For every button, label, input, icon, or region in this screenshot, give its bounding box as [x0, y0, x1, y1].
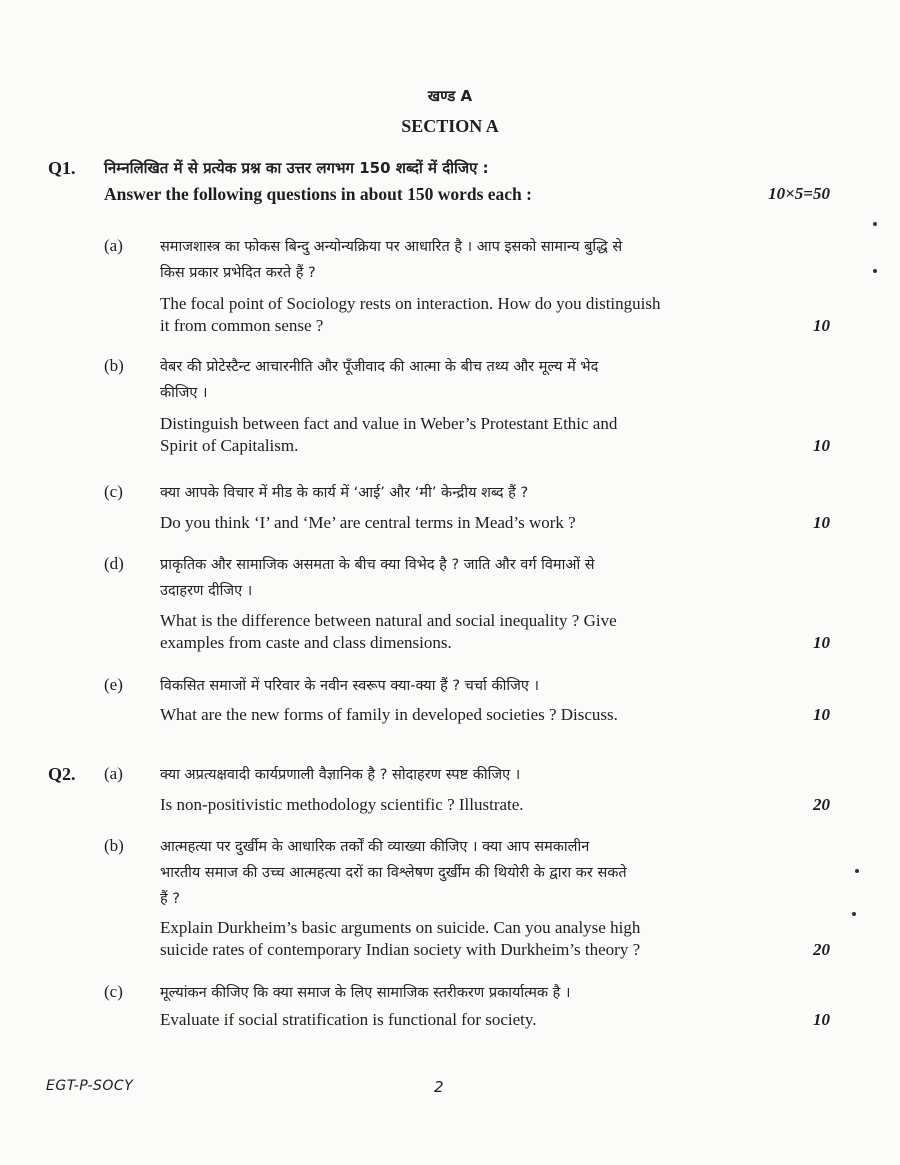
q2b-hindi-line2: भारतीय समाज की उच्च आत्महत्या दरों का विश्लेषण दुर्खीम की थियोरी के द्वारा कर सकते — [160, 865, 627, 881]
q1c-english-line1: Do you think ‘I’ and ‘Me’ are central terms in Mead’s work ? — [160, 513, 576, 532]
q1b-label: (b) — [104, 356, 124, 375]
scan-speck — [855, 869, 859, 873]
q1b-english-line1: Distinguish between fact and value in Weber’s Protestant Ethic and — [160, 414, 618, 433]
q1-total-marks: 10×5=50 — [768, 184, 830, 203]
q1-instruction-hindi: निम्नलिखित में से प्रत्येक प्रश्न का उत्तर लगभग 150 शब्दों में दीजिए : — [104, 159, 489, 177]
q1d-english-line2: examples from caste and class dimensions. — [160, 633, 452, 652]
q2b-english-line2: suicide rates of contemporary Indian society with Durkheim’s theory ? — [160, 940, 641, 959]
section-title-english: SECTION A — [401, 116, 499, 136]
q1d-english-line1: What is the difference between natural and social inequality ? Give — [160, 611, 617, 630]
q1e-marks: 10 — [813, 705, 830, 724]
question-number-q2: Q2. — [48, 764, 76, 784]
q1a-marks: 10 — [813, 316, 830, 335]
q1b-hindi-line1: वेबर की प्रोटेस्टैन्ट आचारनीति और पूँजीवाद की आत्मा के बीच तथ्य और मूल्य में भेद — [160, 359, 599, 375]
q2b-hindi-line1: आत्महत्या पर दुर्खीम के आधारिक तर्कों की व्याख्या कीजिए । क्या आप समकालीन — [160, 839, 590, 855]
q1a-english-line2: it from common sense ? — [160, 316, 324, 335]
q1a-hindi-line2: किस प्रकार प्रभेदित करते हैं ? — [160, 265, 316, 281]
q2a-label: (a) — [104, 764, 123, 783]
q2a-english-line1: Is non-positivistic methodology scientific ? Illustrate. — [160, 795, 524, 814]
q1c-hindi-line1: क्या आपके विचार में मीड के कार्य में ‘आई’ और ‘मी’ केन्द्रीय शब्द हैं ? — [160, 485, 529, 501]
q1e-label: (e) — [104, 675, 123, 694]
q1d-hindi-line1: प्राकृतिक और सामाजिक असमता के बीच क्या विभेद है ? जाति और वर्ग विमाओं से — [160, 557, 595, 573]
q1a-hindi-line1: समाजशास्त्र का फोकस बिन्दु अन्योन्यक्रिया पर आधारित है । आप इसको सामान्य बुद्धि से — [160, 239, 623, 255]
section-title-hindi: खण्ड A — [427, 87, 473, 105]
q1b-marks: 10 — [813, 436, 830, 455]
question-number-q1: Q1. — [48, 158, 76, 178]
q1d-label: (d) — [104, 554, 124, 573]
q1c-label: (c) — [104, 482, 123, 501]
q1-instruction-english: Answer the following questions in about 150 words each : — [104, 184, 532, 204]
q1b-english-line2: Spirit of Capitalism. — [160, 436, 299, 455]
q2a-hindi-line1: क्या अप्रत्यक्षवादी कार्यप्रणाली वैज्ञानिक है ? सोदाहरण स्पष्ट कीजिए । — [160, 767, 521, 783]
q2a-marks: 20 — [813, 795, 830, 814]
q1e-hindi-line1: विकसित समाजों में परिवार के नवीन स्वरूप क्या-क्या हैं ? चर्चा कीजिए । — [160, 678, 539, 694]
scan-speck — [873, 222, 877, 226]
page-number: 2 — [434, 1078, 444, 1096]
q1a-english-line1: The focal point of Sociology rests on interaction. How do you distinguish — [160, 294, 661, 313]
q2c-marks: 10 — [813, 1010, 830, 1029]
q2b-marks: 20 — [813, 940, 830, 959]
q1c-marks: 10 — [813, 513, 830, 532]
q1a-label: (a) — [104, 236, 123, 255]
q2c-english-line1: Evaluate if social stratification is functional for society. — [160, 1010, 537, 1029]
q2c-label: (c) — [104, 982, 123, 1001]
q1e-english-line1: What are the new forms of family in developed societies ? Discuss. — [160, 705, 618, 724]
q1d-hindi-line2: उदाहरण दीजिए । — [160, 583, 253, 599]
scan-speck — [852, 912, 856, 916]
q2b-label: (b) — [104, 836, 124, 855]
q1d-marks: 10 — [813, 633, 830, 652]
q2c-hindi-line1: मूल्यांकन कीजिए कि क्या समाज के लिए सामाजिक स्तरीकरण प्रकार्यात्मक है । — [160, 985, 571, 1001]
q1b-hindi-line2: कीजिए । — [160, 385, 208, 401]
q2b-english-line1: Explain Durkheim’s basic arguments on suicide. Can you analyse high — [160, 918, 641, 937]
q2b-hindi-line3: हैं ? — [160, 891, 181, 907]
paper-code: EGT-P-SOCY — [46, 1078, 134, 1094]
scan-speck — [873, 269, 877, 273]
